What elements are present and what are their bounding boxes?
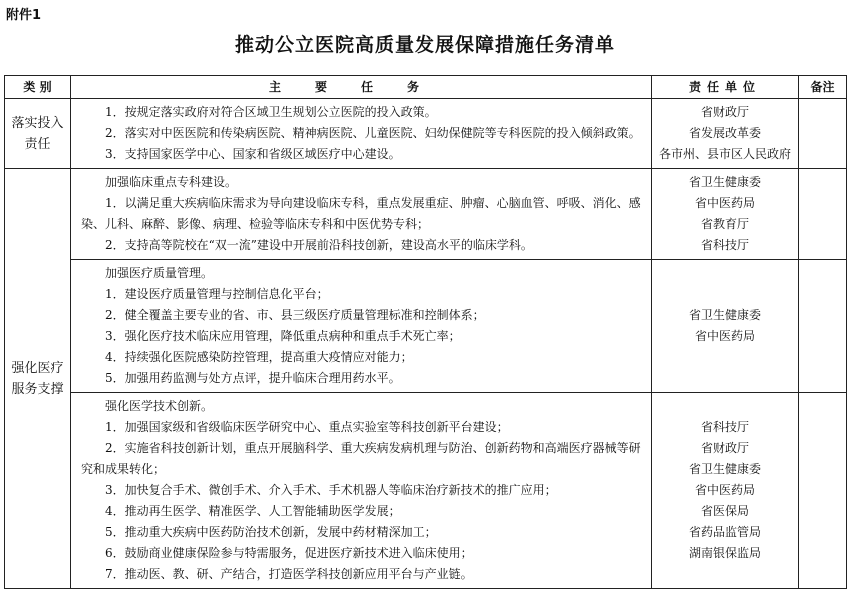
responsible-unit: 省科技厅: [700, 420, 749, 434]
task-table: [4, 75, 847, 589]
task-line: 3．强化医疗技术临床应用管理，降低重点病种和重点手术死亡率；: [105, 329, 461, 343]
task-line: 7．推动医、教、研、产结合，打造医学科技创新应用平台与产业链。: [105, 567, 473, 581]
table-row: [5, 99, 847, 169]
header-notes: 备注: [799, 76, 847, 99]
responsible-unit: 省药品监管局: [688, 525, 761, 539]
responsible-unit: 省医保局: [700, 504, 749, 518]
task-line: 2．支持高等院校在“双一流”建设中开展前沿科技创新，建设高水平的临床学科。: [105, 238, 533, 252]
task-line: 2．落实对中医医院和传染病医院、精神病医院、儿童医院、妇幼保健院等专科医院的投入倾斜政策。: [105, 126, 641, 140]
responsible-unit: 湖南银保监局: [688, 546, 761, 560]
responsible-unit: 省财政厅: [700, 441, 749, 455]
task-line: 5．推动重大疾病中医药防治技术创新，发展中药材精深加工；: [105, 525, 437, 539]
notes-cell: [799, 260, 847, 393]
task-line: 加强临床重点专科建设。: [105, 175, 238, 189]
category-cell: 强化医疗服务支撑: [5, 169, 71, 589]
task-line: 1．以满足重大疾病临床需求为导向建设临床专科，重点发展重症、肿瘤、心脑血管、呼吸、消化、感染、儿科、麻醉、影像、病理、检验等临床专科和中医优势专科；: [81, 196, 641, 231]
responsible-unit: 省财政厅: [700, 105, 749, 119]
category-cell: 落实投入责任: [5, 99, 71, 169]
table-body: [5, 99, 847, 589]
notes-cell: [799, 169, 847, 260]
units-cell: [652, 99, 799, 169]
notes-cell: [799, 393, 847, 589]
units-cell: [652, 169, 799, 260]
task-line: 2．实施省科技创新计划，重点开展脑科学、重大疾病发病机理与防治、创新药物和高端医疗器械等研究和成果转化；: [81, 441, 641, 476]
attachment-label: 附件1: [6, 8, 42, 23]
task-line: 5．加强用药监测与处方点评，提升临床合理用药水平。: [105, 371, 401, 385]
responsible-unit: 省教育厅: [700, 217, 749, 231]
tasks-cell: [71, 169, 652, 260]
table-header-row: [5, 76, 847, 99]
task-line: 4．推动再生医学、精准医学、人工智能辅助医学发展；: [105, 504, 401, 518]
responsible-unit: 各市州、县市区人民政府: [658, 147, 791, 161]
header-category: 类 别: [5, 76, 71, 99]
responsible-unit: 省卫生健康委: [688, 175, 761, 189]
task-line: 3．加快复合手术、微创手术、介入手术、手术机器人等临床治疗新技术的推广应用；: [105, 483, 557, 497]
document-title: 推动公立医院高质量发展保障措施任务清单: [234, 34, 615, 56]
units-cell: [652, 260, 799, 393]
task-line: 1．建设医疗质量管理与控制信息化平台；: [105, 287, 329, 301]
header-tasks: 主要任务: [71, 76, 652, 99]
responsible-unit: 省卫生健康委: [688, 308, 761, 322]
task-line: 加强医疗质量管理。: [105, 266, 214, 280]
responsible-unit: 省中医药局: [694, 196, 755, 210]
responsible-unit: 省中医药局: [694, 483, 755, 497]
task-line: 6．鼓励商业健康保险参与特需服务，促进医疗新技术进入临床使用；: [105, 546, 473, 560]
task-line: 1．按规定落实政府对符合区域卫生规划公立医院的投入政策。: [105, 105, 437, 119]
responsible-unit: 省中医药局: [694, 329, 755, 343]
tasks-cell: [71, 260, 652, 393]
responsible-unit: 省科技厅: [700, 238, 749, 252]
tasks-cell: [71, 393, 652, 589]
table-row: [5, 169, 847, 260]
table-row: [5, 260, 847, 393]
task-line: 3．支持国家医学中心、国家和省级区域医疗中心建设。: [105, 147, 401, 161]
task-line: 4．持续强化医院感染防控管理，提高重大疫情应对能力；: [105, 350, 413, 364]
tasks-cell: [71, 99, 652, 169]
notes-cell: [799, 99, 847, 169]
task-line: 强化医学技术创新。: [105, 399, 214, 413]
header-units: 责任单位: [652, 76, 799, 99]
responsible-unit: 省卫生健康委: [688, 462, 761, 476]
units-cell: [652, 393, 799, 589]
responsible-unit: 省发展改革委: [688, 126, 761, 140]
table-row: [5, 393, 847, 589]
task-line: 1．加强国家级和省级临床医学研究中心、重点实验室等科技创新平台建设；: [105, 420, 509, 434]
task-line: 2．健全覆盖主要专业的省、市、县三级医疗质量管理标准和控制体系；: [105, 308, 485, 322]
